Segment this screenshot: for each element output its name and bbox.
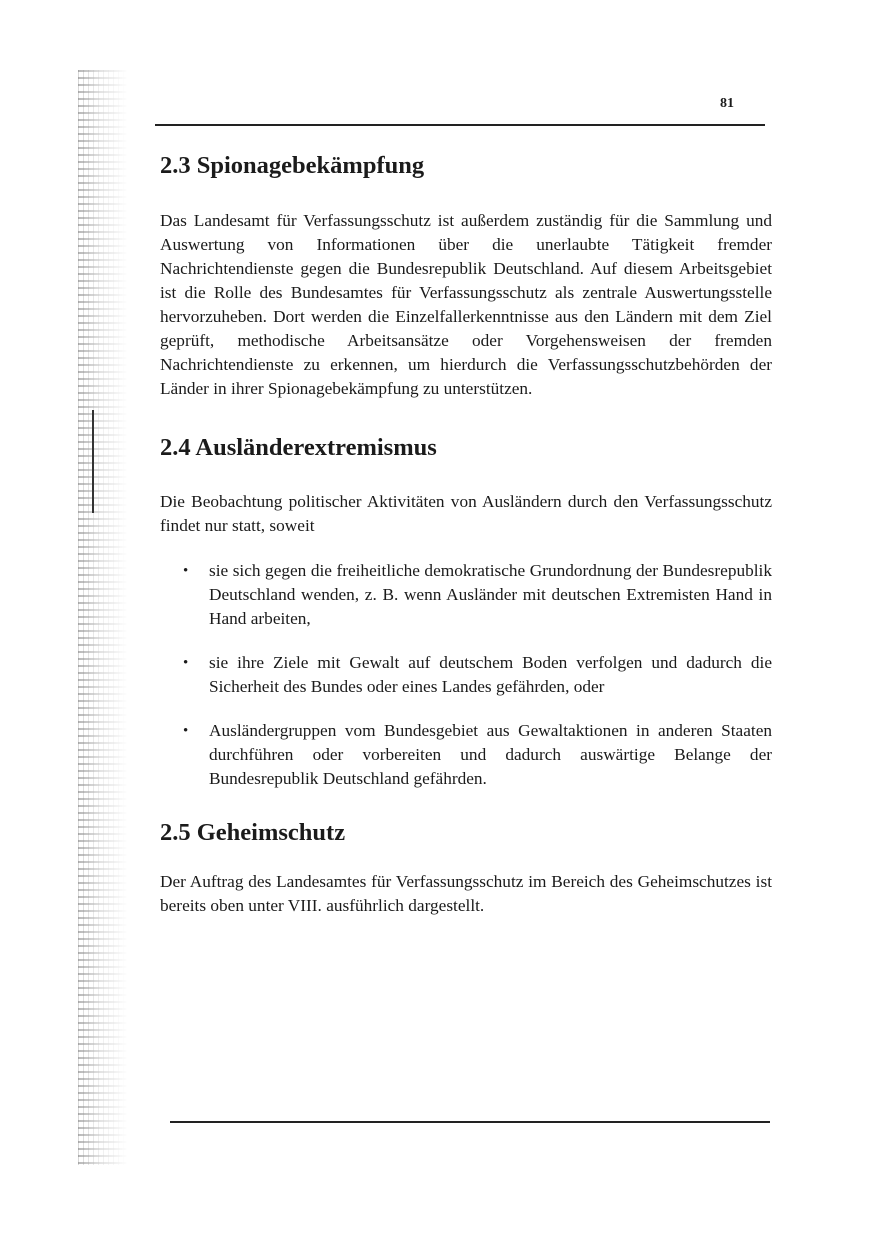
list-item <box>160 719 772 791</box>
bullet-icon: • <box>183 655 189 671</box>
scan-edge-noise <box>78 70 128 1165</box>
section-heading: 2.4 Ausländerextremismus <box>160 434 437 461</box>
page-number: 81 <box>720 96 734 111</box>
page-content <box>160 150 772 918</box>
section-heading: 2.5 Geheimschutz <box>160 819 346 846</box>
list-item-text: sie sich gegen die freiheitliche demokratische Grundordnung der Bundesrepublik Deutschland wenden, z. B. wenn Ausländer mit deutschen Extremisten Hand in Hand arbeiten, <box>209 561 772 628</box>
section-paragraph: Das Landesamt für Verfassungsschutz ist außerdem zuständig für die Sammlung und Auswertung von Informationen über die unerlaubte Tätigkeit fremder Nachrichtendienste gegen die Bundesrepublik Deutschland. Auf diesem Arbeitsgebiet ist die Rolle des Bundesamtes für Verfassungsschutz als zentrale Auswertungsstelle hervorzuheben. Dort werden die Einzelfallerkenntnisse aus den Ländern mit dem Ziel geprüft, methodische Arbeitsansätze oder Vorgehensweisen der fremden Nachrichtendienste zu erkennen, um hierdurch die Verfassungsschutzbehörden der Länder in ihrer Spionagebekämpfung zu unterstützen. <box>160 211 772 398</box>
list-item <box>160 559 772 631</box>
header-rule <box>155 124 765 126</box>
bullet-icon: • <box>183 723 189 739</box>
bullet-icon: • <box>183 563 189 579</box>
footer-rule <box>170 1121 770 1123</box>
margin-bar <box>92 410 94 513</box>
section-heading: 2.3 Spionagebekämpfung <box>160 152 425 179</box>
list-item <box>160 651 772 699</box>
section-spionagebekaempfung <box>160 150 772 401</box>
list-item-text: Ausländergruppen vom Bundesgebiet aus Gewaltaktionen in anderen Staaten durchführen oder vorbereiten und dadurch auswärtige Belange der Bundesrepublik Deutschland gefährden. <box>209 721 772 788</box>
section-paragraph: Der Auftrag des Landesamtes für Verfassungsschutz im Bereich des Geheimschutzes ist bereits oben unter VIII. ausführlich dargestellt. <box>160 872 772 915</box>
bullet-list <box>160 559 772 791</box>
section-geheimschutz <box>160 817 772 918</box>
section-auslaenderextremismus <box>160 432 772 791</box>
list-item-text: sie ihre Ziele mit Gewalt auf deutschem Boden verfolgen und dadurch die Sicherheit des Bundes oder eines Landes gefährden, oder <box>209 653 772 696</box>
section-intro: Die Beobachtung politischer Aktivitäten von Ausländern durch den Verfassungsschutz findet nur statt, soweit <box>160 492 772 535</box>
